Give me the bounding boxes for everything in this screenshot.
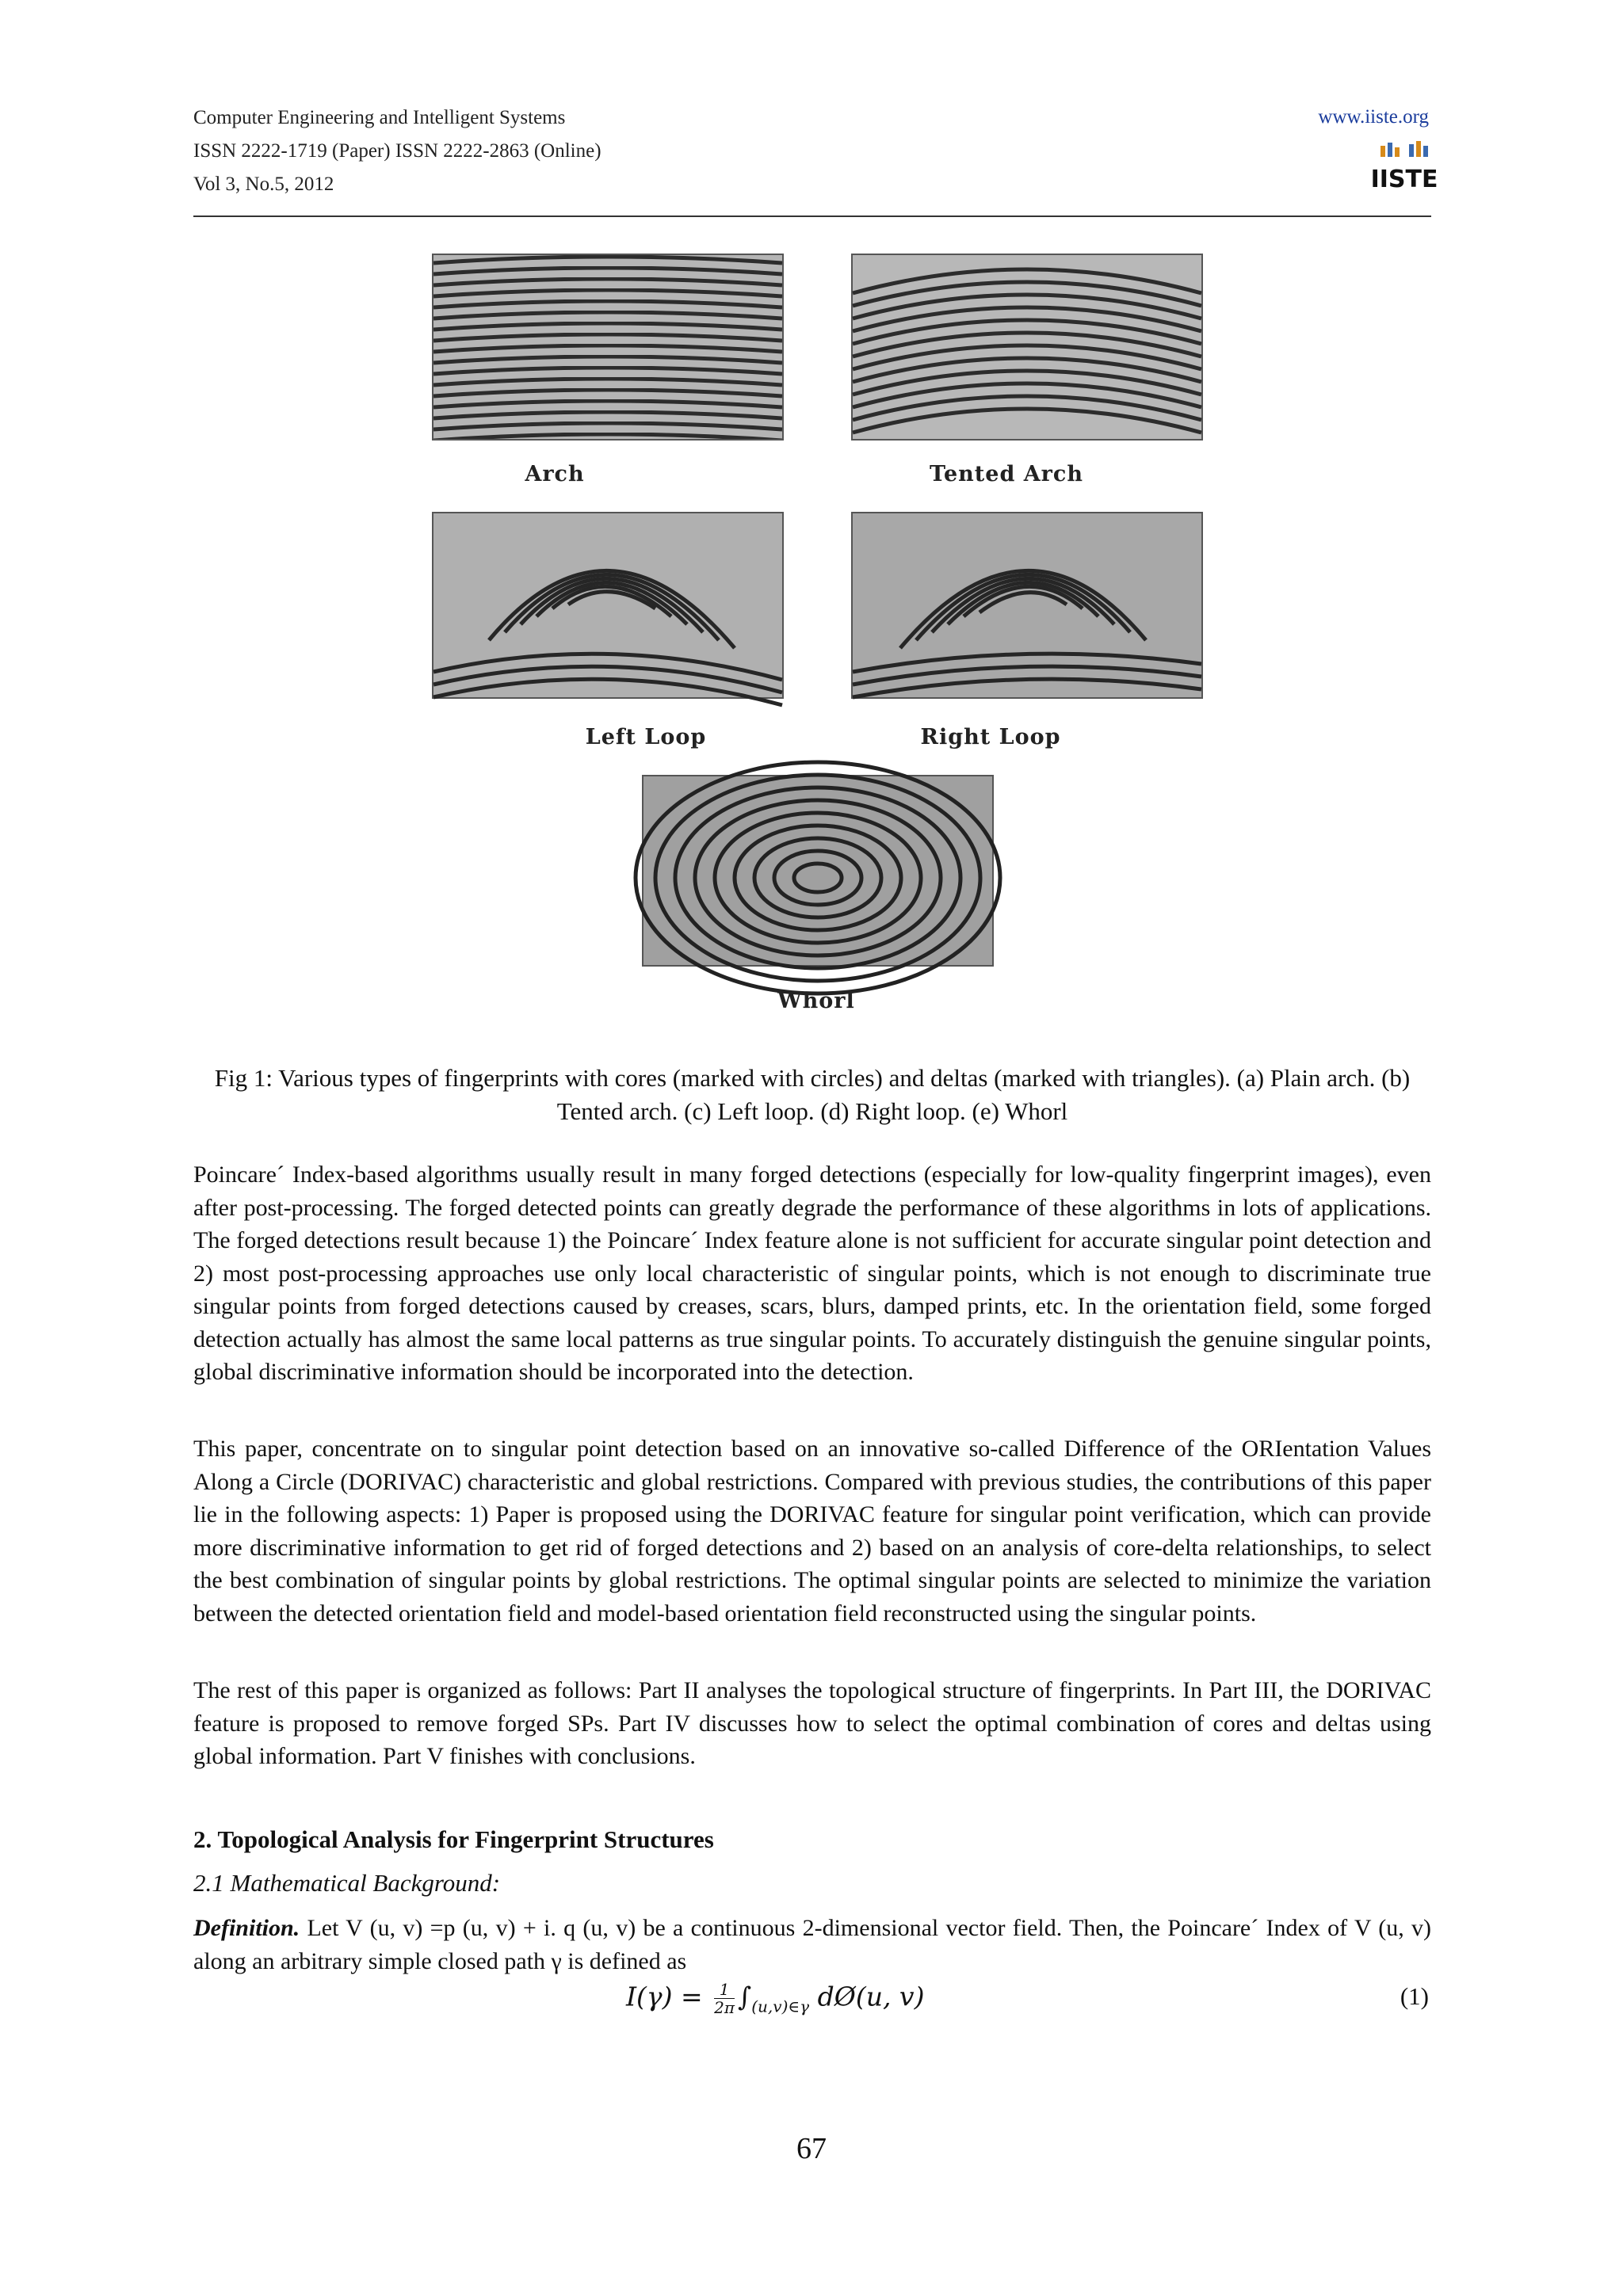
paragraph-3: The rest of this paper is organized as follows: Part II analyses the topological structure of fingerprints. In Part III, the DORIVAC feature is proposed to remove forged SPs. Part IV discusses how to select the optimal combination of cores and deltas using global information. Part V finishes with conclusions. [193,1677,1431,1769]
svg-text:IISTE: IISTE [1370,166,1438,193]
journal-name: Computer Engineering and Intelligent Systems [193,107,566,128]
paragraph-1: Poincare´ Index-based algorithms usually result in many forged detections (especially for low-quality fingerprint images), even after post-processing. The forged detected points can greatly degrade the performance of these algorithms in lots of applications. The forged detections result because 1) the Poincare´ Index feature alone is not sufficient for accurate singular point detection and 2) most post-processing approaches use only local characteristic of singular points, which is not enough to discriminate true singular points from forged detections caused by creases, scars, blurs, damped prints, etc. In the orientation field, some forged detection actually has almost the same local patterns as true singular points. To accurately distinguish the genuine singular points, global discriminative information should be incorporated into the detection. [193,1161,1431,1385]
label-right-loop: Right Loop [920,725,1061,749]
fraction-numerator: 1 [714,1981,735,1999]
issn-line: ISSN 2222-1719 (Paper) ISSN 2222-2863 (Online) [193,140,601,162]
paragraph-2: This paper, concentrate on to singular point detection based on an innovative so-called Difference of the ORIentation Values Along a Circle (DORIVAC) characteristic and global restrictions. Compared with previous studies, the contributions of this paper lie in the following aspects: 1) Paper is proposed using the DORIVAC feature for singular point verification, which can provide more discriminative information to get rid of forged detections and 2) based on an analysis of core-delta relationships, to select the best combination of singular points by global restrictions. The optimal singular points are selected to minimize the variation between the detected orientation field and model-based orientation field reconstructed using the singular points. [193,1436,1431,1627]
fraction-denominator: 2π [714,1998,735,2017]
subsection-heading: 2.1 Mathematical Background: [193,1869,501,1897]
section-heading: 2. Topological Analysis for Fingerprint Structures [193,1825,714,1853]
label-arch: Arch [525,462,585,486]
fingerprint-left-loop-image [432,512,784,699]
fingerprint-whorl-image [642,775,994,967]
fingerprint-right-loop-image [851,512,1203,699]
definition-label: Definition. [193,1915,300,1941]
label-left-loop: Left Loop [585,725,707,749]
equation-fraction [714,1981,735,2016]
equation-1 [626,1981,924,2016]
equation-number: (1) [1400,1982,1429,2010]
definition-paragraph [193,1912,1431,1978]
integral-domain: (u,v)∈γ [751,1997,810,2016]
journal-website-link[interactable]: www.iiste.org [1318,106,1429,128]
figure-caption: Fig 1: Various types of fingerprints with cores (marked with circles) and deltas (marked with triangles). (a) Plain arch. (b) Tented arch. (c) Left loop. (d) Right loop. (e) Whorl [214,1064,1411,1125]
volume-line: Vol 3, No.5, 2012 [193,174,334,195]
equation-lhs: I(γ) = [626,1981,703,2012]
integral-sign: ∫ [738,1981,752,2012]
iiste-logo [1370,141,1438,193]
definition-text: Let V (u, v) =p (u, v) + i. q (u, v) be a continuous 2-dimensional vector field. Then, the Poincare´ Index of V (u, v) along an arbitrary simple closed path γ is defined as [193,1915,1431,1974]
page-number: 67 [796,2132,827,2165]
label-tented-arch: Tented Arch [930,462,1083,486]
label-whorl: Whorl [777,989,855,1013]
equation-rhs: dØ(u, v) [817,1981,925,2012]
header-rule [193,215,1431,217]
fingerprint-tented-arch-image [851,254,1203,441]
fingerprint-arch-image [432,254,784,441]
